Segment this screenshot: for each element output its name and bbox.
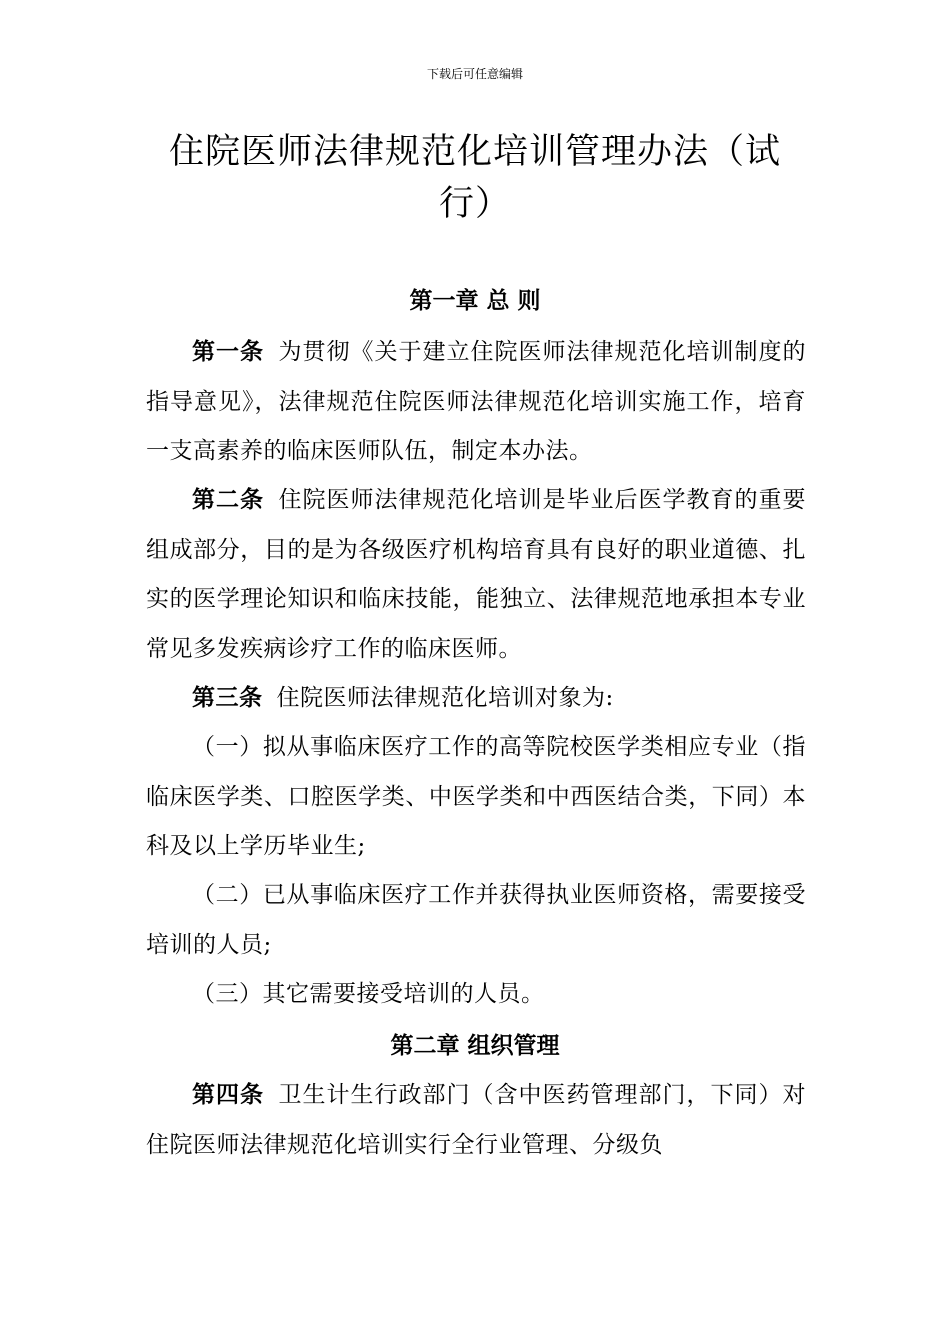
article-paragraph	[146, 1071, 806, 1170]
article-label: 第三条	[192, 685, 263, 711]
article-text: 为贯彻《关于建立住院医师法律规范化培训制度的指导意见》，法律规范住院医师法律规范化培训实施工作，培育一支高素养的临床医师队伍，制定本办法。	[146, 339, 806, 464]
article-paragraph	[146, 674, 806, 724]
chapter-heading: 第二章 组织管理	[390, 1033, 560, 1059]
article-paragraph	[146, 328, 806, 477]
article-label: 第一条	[192, 339, 264, 365]
article-text: 住院医师法律规范化培训对象为:	[276, 685, 614, 711]
document-title: 住院医师法律规范化培训管理办法（试行）	[168, 132, 781, 224]
article-text: 卫生计生行政部门（含中医药管理部门，下同）对住院医师法律规范化培训实行全行业管理、分级负	[146, 1082, 806, 1158]
header-note: 下载后可任意编辑	[426, 67, 523, 81]
article-label: 第二条	[192, 487, 264, 513]
chapter-heading: 第一章 总 则	[409, 288, 541, 314]
list-item: （二）已从事临床医疗工作并获得执业医师资格，需要接受培训的人员;	[146, 882, 806, 958]
list-item: （三）其它需要接受培训的人员。	[192, 981, 545, 1007]
article-text: 住院医师法律规范化培训是毕业后医学教育的重要组成部分，目的是为各级医疗机构培育具有良好的职业道德、扎实的医学理论知识和临床技能，能独立、法律规范地承担本专业常见多发疾病诊疗工作的临床医师。	[146, 487, 806, 662]
article-paragraph	[146, 476, 806, 674]
list-item: （一）拟从事临床医疗工作的高等院校医学类相应专业（指临床医学类、口腔医学类、中医学类和中西医结合类，下同）本科及以上学历毕业生;	[146, 734, 806, 859]
article-label: 第四条	[192, 1082, 264, 1108]
